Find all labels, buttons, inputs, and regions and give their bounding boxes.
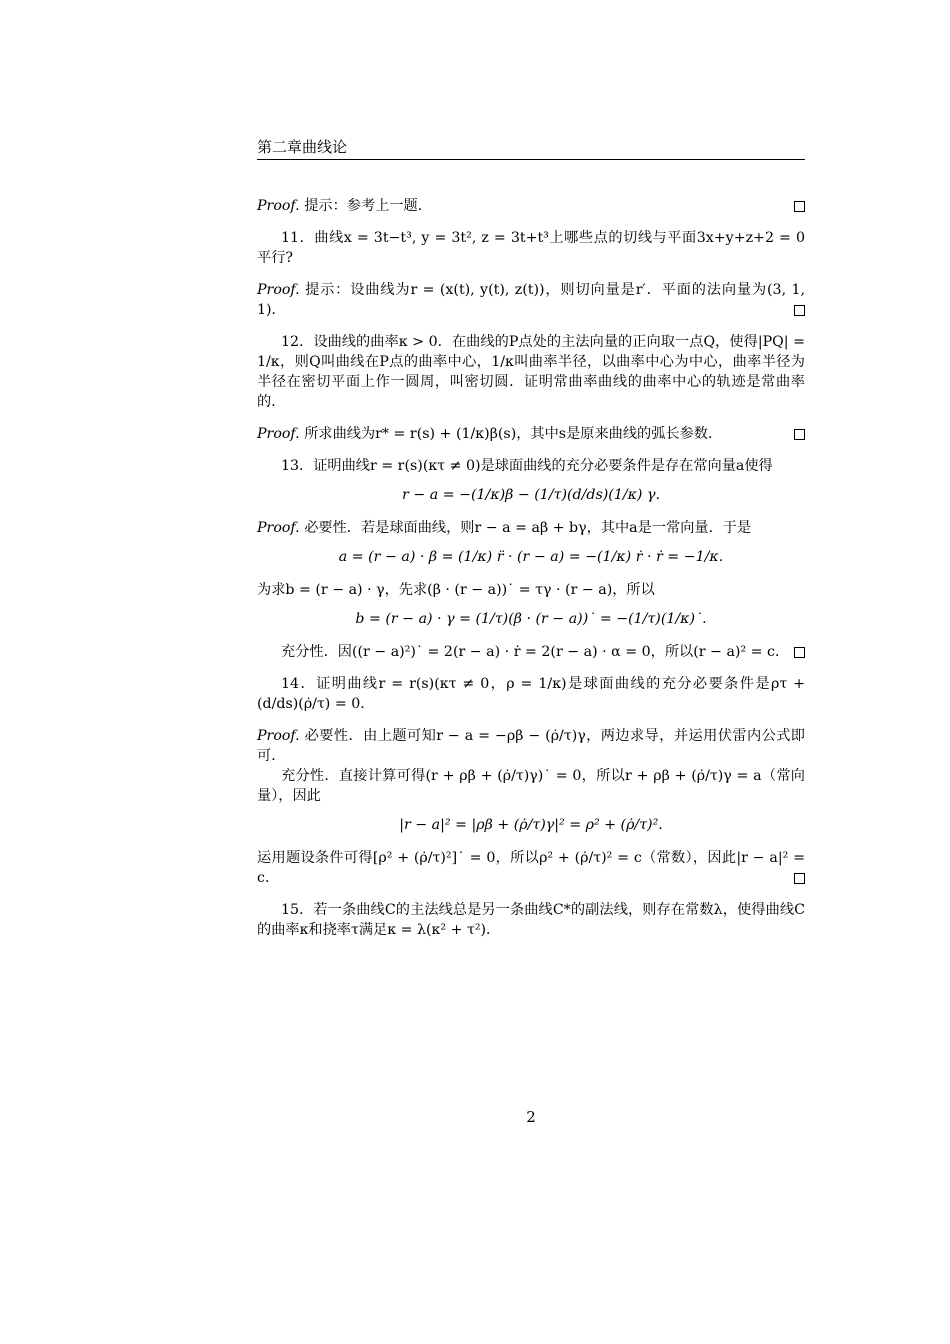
problem-text: 15．若一条曲线C的主法线总是另一条曲线C*的副法线，则存在常数λ，使得曲线C的曲率κ和挠率τ满足κ = λ(κ² + τ²)． [257,902,805,938]
problem-text: 14．证明曲线r = r(s)(κτ ≠ 0，ρ = 1/κ)是球面曲线的充分必要条件是ρτ + (d/ds)(ρ̇/τ) = 0． [257,676,805,712]
sufficiency-paragraph [257,766,805,806]
display-equation: a = (r − a) · β = (1/κ) r̈ · (r − a) = −(1/κ) ṙ · ṙ = −1/κ. [338,549,724,565]
display-equation: b = (r − a) · γ = (1/τ)(β · (r − a))˙ = −(1/τ)(1/κ)˙. [355,611,707,627]
problem-13 [257,456,805,476]
display-equation: r − a = −(1/κ)β − (1/τ)(d/ds)(1/κ) γ. [402,487,660,503]
problem-text: 11．曲线x = 3t−t³, y = 3t², z = 3t+t³上哪些点的切线与平面3x+y+z+2 = 0平行? [257,230,805,266]
problem-text: 13．证明曲线r = r(s)(κτ ≠ 0)是球面曲线的充分必要条件是存在常向量a使得 [281,458,773,474]
proof-text: 提示：参考上一题． [304,198,432,214]
paragraph-text: 充分性．因((r − a)²)˙ = 2(r − a) · ṙ = 2(r − a) · α = 0，所以(r − a)² = c． [281,644,790,660]
problem-text: 12．设曲线的曲率κ > 0．在曲线的P点处的主法向量的正向取一点Q，使得|PQ| = 1/κ，则Q叫曲线在P点的曲率中心，1/κ叫曲率半径，以曲率中心为中心，曲率半径为半径在密切平面上作一圆周，叫密切圆．证明常曲率曲线的曲率中心的轨迹是常曲率的． [257,334,805,410]
proof-block [257,196,805,216]
proof-label: Proof. [257,282,300,298]
qed-square-icon [794,305,805,316]
qed-square-icon [794,429,805,440]
paragraph-text: 为求b = (r − a) · γ，先求(β · (r − a))˙ = τγ · (r − a)，所以 [257,582,655,598]
problem-12 [257,332,805,412]
proof-text: 必要性．若是球面曲线，则r − a = aβ + bγ，其中a是一常向量．于是 [304,520,752,536]
proof-block [257,424,805,444]
proof-text: 所求曲线为r* = r(s) + (1/κ)β(s)，其中s是原来曲线的弧长参数． [304,426,723,442]
proof-text: 提示：设曲线为r = (x(t), y(t), z(t))，则切向量是r′．平面的法向量为(3, 1, 1)． [257,282,806,318]
proof-label: Proof. [257,198,300,214]
proof-label: Proof. [257,520,300,536]
proof-block [257,518,805,538]
qed-square-icon [794,201,805,212]
document-page [257,0,805,1344]
qed-square-icon [794,873,805,884]
paragraph-text: 充分性．直接计算可得(r + ρβ + (ρ̇/τ)γ)˙ = 0，所以r + ρβ + (ρ̇/τ)γ = a（常向量），因此 [257,768,805,804]
display-equation: |r − a|² = |ρβ + (ρ̇/τ)γ|² = ρ² + (ρ̇/τ)². [399,817,663,833]
proof-block [257,726,805,766]
proof-text: 必要性．由上题可知r − a = −ρβ − (ρ̇/τ)γ，两边求导，并运用伏雷内公式即可． [257,728,805,764]
sufficiency-paragraph [257,642,805,662]
text-paragraph [257,580,805,600]
paragraph-text: 运用题设条件可得[ρ² + (ρ̇/τ)²]˙ = 0，所以ρ² + (ρ̇/τ)² = c（常数），因此|r − a|² = c． [257,850,805,886]
qed-square-icon [794,647,805,658]
problem-15 [257,900,805,940]
proof-label: Proof. [257,728,300,744]
text-paragraph [257,848,805,888]
page-body [257,196,805,940]
problem-14 [257,674,805,714]
running-header [257,137,805,160]
proof-block [257,280,805,320]
page-number: 2 [526,1108,536,1126]
proof-label: Proof. [257,426,300,442]
problem-11 [257,228,805,268]
chapter-title: 第二章曲线论 [257,138,348,156]
